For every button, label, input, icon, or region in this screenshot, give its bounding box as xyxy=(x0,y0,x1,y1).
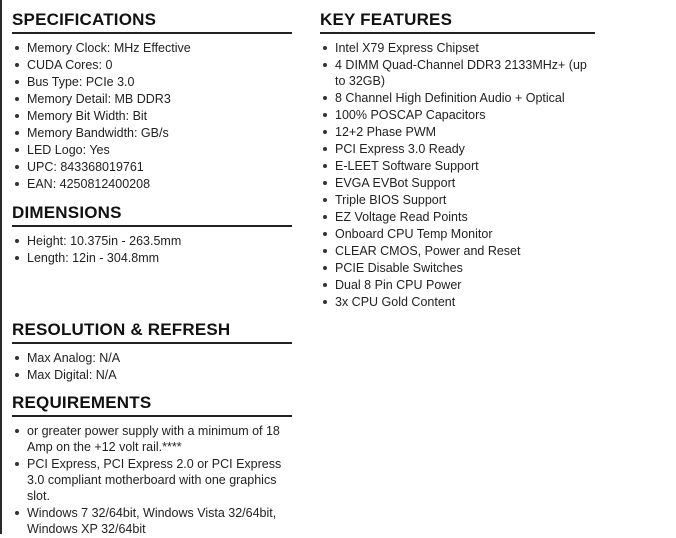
dimension-item: Height: 10.375in - 263.5mm xyxy=(12,233,292,249)
requirement-item: Windows 7 32/64bit, Windows Vista 32/64bit, Windows XP 32/64bit xyxy=(12,505,292,537)
resolution-item: Max Analog: N/A xyxy=(12,350,292,366)
resolution-list xyxy=(12,350,292,383)
feature-item: 12+2 Phase PWM xyxy=(320,124,595,140)
spec-item: LED Logo: Yes xyxy=(12,142,292,158)
feature-item: 3x CPU Gold Content xyxy=(320,294,595,310)
feature-item: EVGA EVBot Support xyxy=(320,175,595,191)
requirement-item: PCI Express, PCI Express 2.0 or PCI Express 3.0 compliant motherboard with one graphics slot. xyxy=(12,456,292,504)
requirement-item: or greater power supply with a minimum of 18 Amp on the +12 volt rail.**** xyxy=(12,423,292,455)
spec-item: Memory Bit Width: Bit xyxy=(12,108,292,124)
feature-item: 8 Channel High Definition Audio + Optical xyxy=(320,90,595,106)
feature-item: 4 DIMM Quad-Channel DDR3 2133MHz+ (up to 32GB) xyxy=(320,57,595,89)
spec-item: EAN: 4250812400208 xyxy=(12,176,292,192)
feature-item: PCIE Disable Switches xyxy=(320,260,595,276)
spec-item: Memory Bandwidth: GB/s xyxy=(12,125,292,141)
spec-item: Bus Type: PCIe 3.0 xyxy=(12,74,292,90)
spec-item: Memory Detail: MB DDR3 xyxy=(12,91,292,107)
resolution-section xyxy=(12,320,292,384)
dimensions-section xyxy=(12,203,292,267)
feature-item: CLEAR CMOS, Power and Reset xyxy=(320,243,595,259)
requirements-list xyxy=(12,423,292,537)
resolution-item: Max Digital: N/A xyxy=(12,367,292,383)
specifications-section xyxy=(12,10,292,193)
resolution-heading: RESOLUTION & REFRESH xyxy=(12,320,292,344)
requirements-section xyxy=(12,393,292,538)
page-left-border xyxy=(0,0,2,534)
feature-item: PCI Express 3.0 Ready xyxy=(320,141,595,157)
spec-item: Memory Clock: MHz Effective xyxy=(12,40,292,56)
feature-item: E-LEET Software Support xyxy=(320,158,595,174)
feature-item: Onboard CPU Temp Monitor xyxy=(320,226,595,242)
feature-item: Dual 8 Pin CPU Power xyxy=(320,277,595,293)
dimension-item: Length: 12in - 304.8mm xyxy=(12,250,292,266)
key-features-heading: KEY FEATURES xyxy=(320,10,595,34)
spec-item: CUDA Cores: 0 xyxy=(12,57,292,73)
specifications-list xyxy=(12,40,292,192)
feature-item: EZ Voltage Read Points xyxy=(320,209,595,225)
specifications-heading: SPECIFICATIONS xyxy=(12,10,292,34)
dimensions-heading: DIMENSIONS xyxy=(12,203,292,227)
spec-item: UPC: 843368019761 xyxy=(12,159,292,175)
key-features-list xyxy=(320,40,595,310)
feature-item: Triple BIOS Support xyxy=(320,192,595,208)
key-features-section xyxy=(320,10,595,311)
feature-item: Intel X79 Express Chipset xyxy=(320,40,595,56)
requirements-heading: REQUIREMENTS xyxy=(12,393,292,417)
dimensions-list xyxy=(12,233,292,266)
feature-item: 100% POSCAP Capacitors xyxy=(320,107,595,123)
